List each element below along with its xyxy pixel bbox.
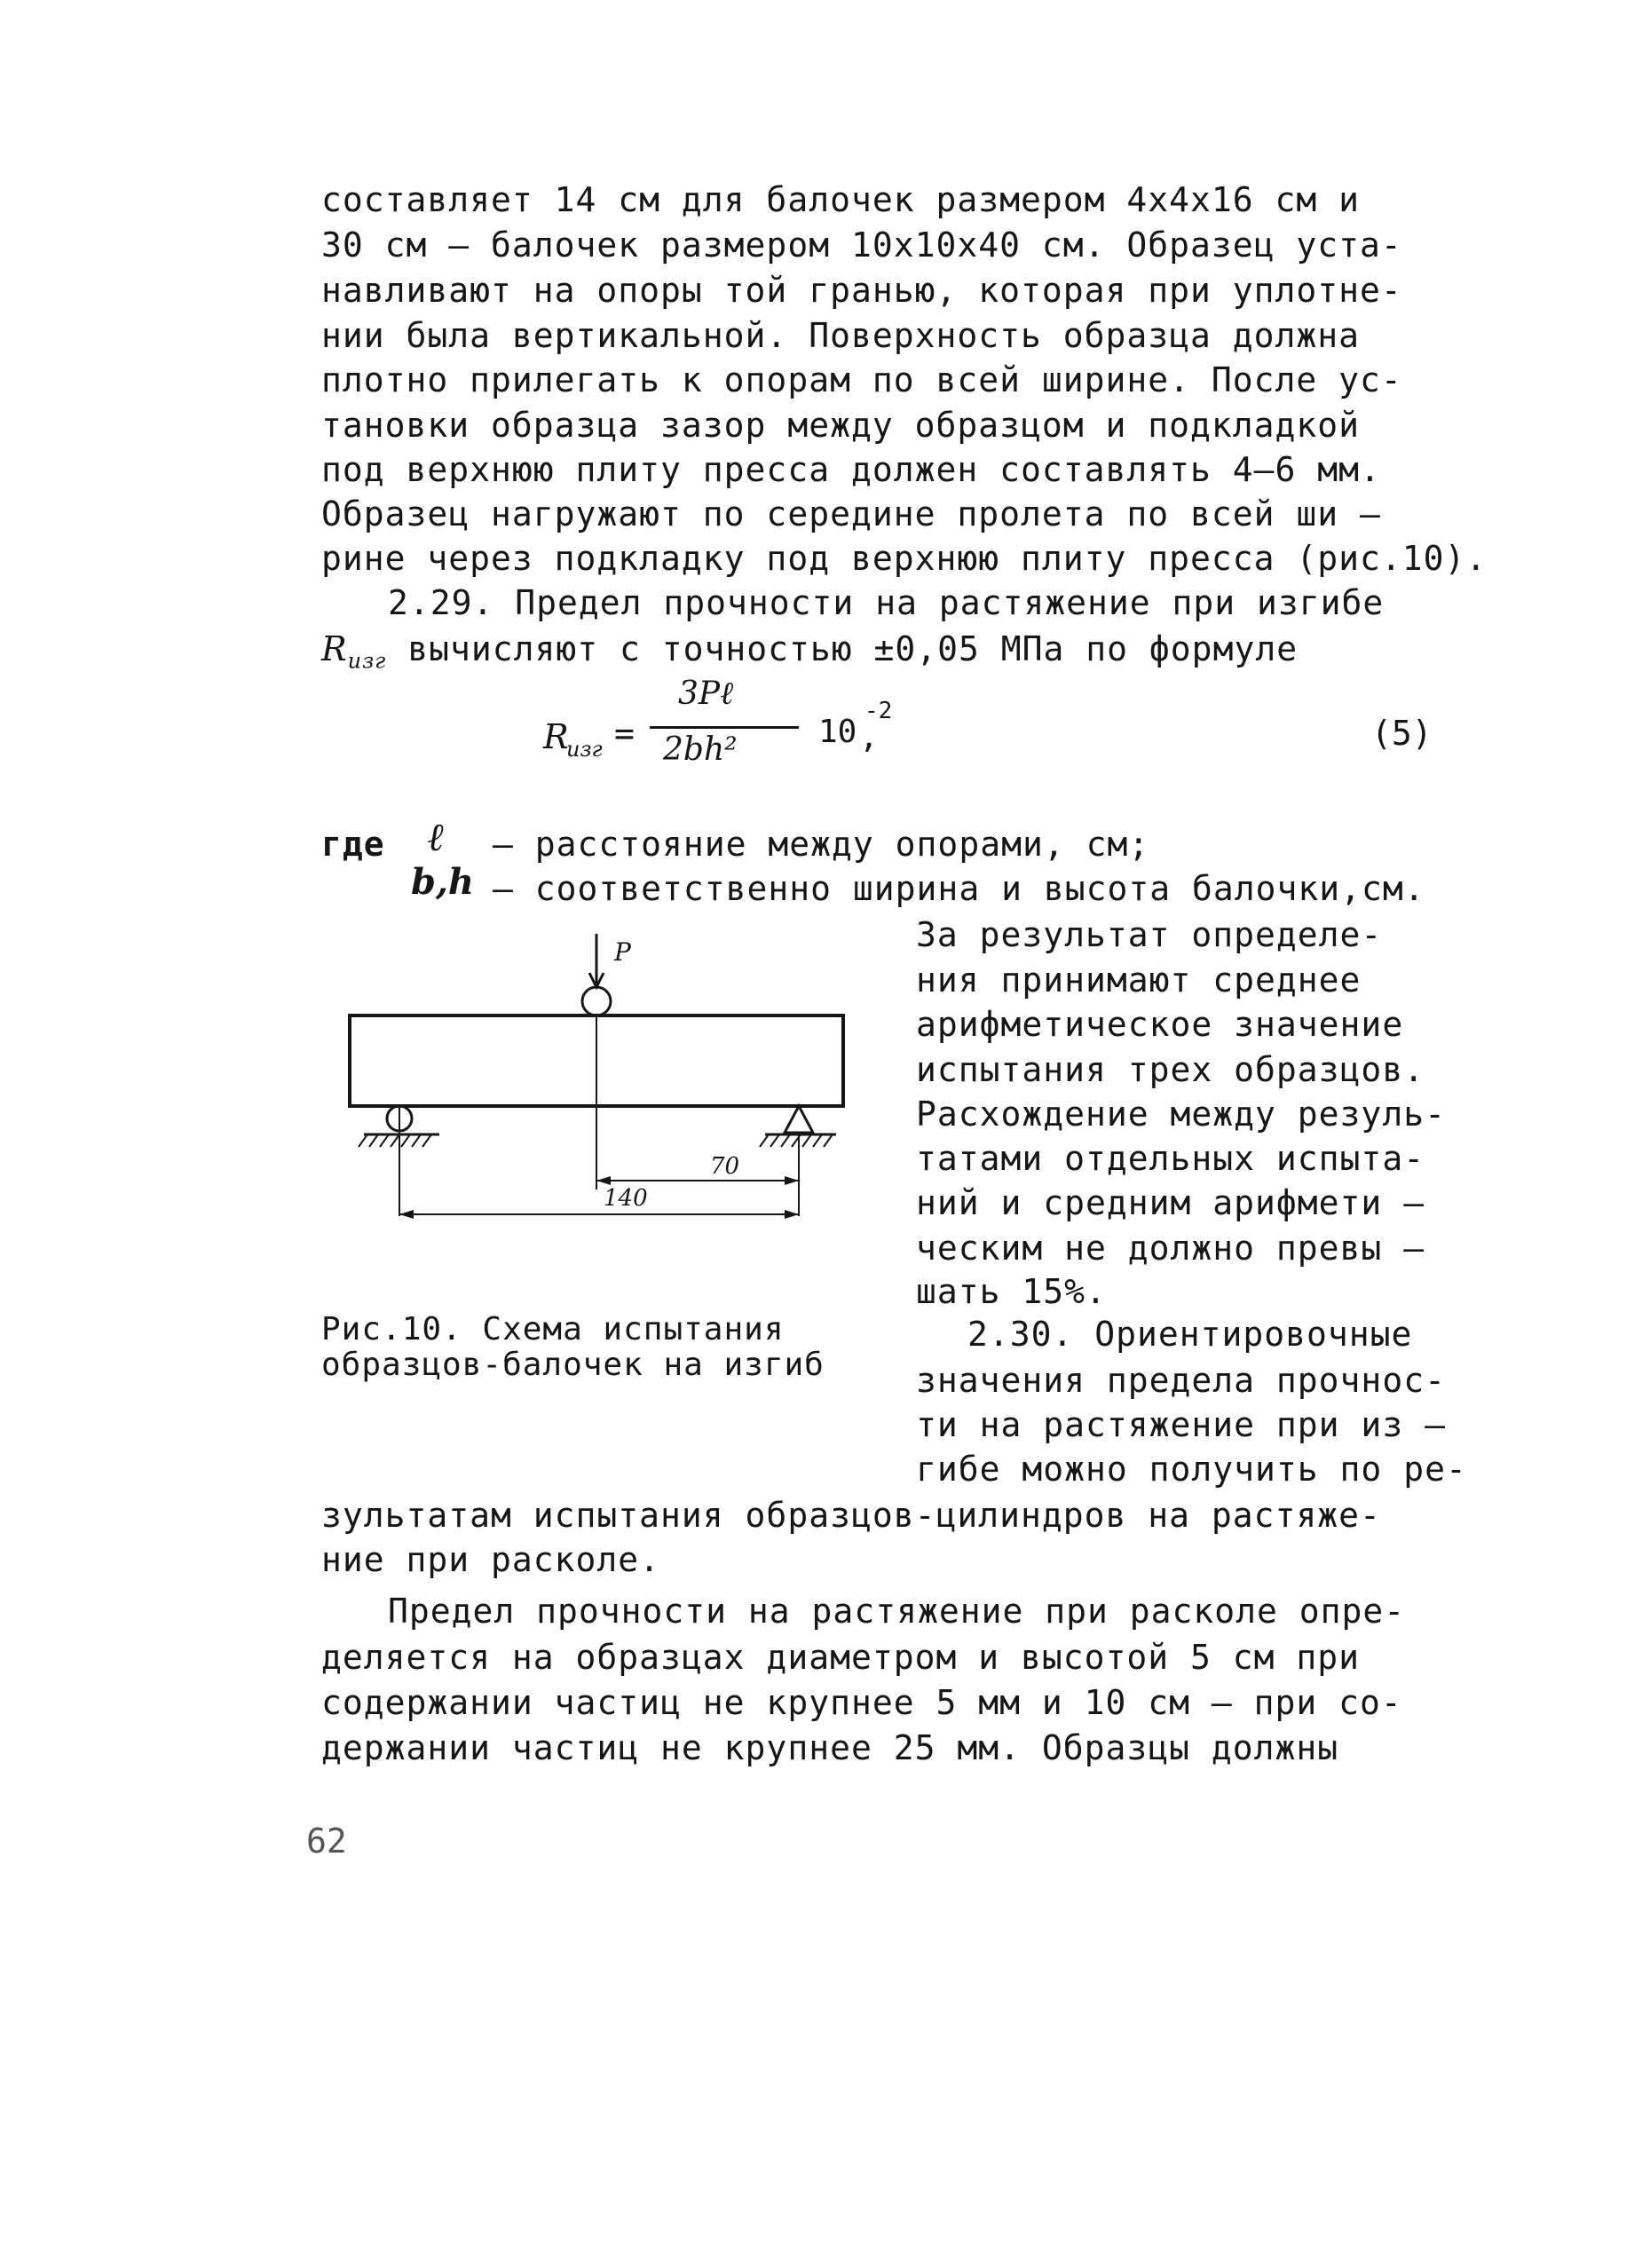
text-line: ческим не должно превы –	[916, 1229, 1425, 1268]
right-pin-support	[785, 1106, 813, 1133]
text-line: содержании частиц не крупнее 5 мм и 10 см – при со-	[321, 1683, 1402, 1722]
text-line: арифметическое значение	[916, 1005, 1404, 1044]
formula-lhs: R	[543, 717, 569, 756]
text-line: тановки образца зазор между образцом и подкладкой	[321, 406, 1361, 445]
text-line: Образец нагружают по середине пролета по всей ши –	[321, 494, 1381, 533]
text-line: 30 см – балочек размером 10х10х40 см. Образец уста-	[321, 225, 1402, 265]
text-line: значения предела прочнос-	[916, 1361, 1446, 1400]
subscript-izg: изг	[347, 648, 387, 674]
text-fragment: вычисляют с точностью ±0,05 МПа по формуле	[407, 629, 1299, 668]
page-number: 62	[306, 1822, 347, 1861]
section-2-30-heading: 2.30. Ориентировочные	[967, 1315, 1413, 1354]
text-line: ний и средним арифмети –	[916, 1183, 1425, 1222]
beam-bending-figure	[337, 923, 888, 1243]
text-line: под верхнюю плиту пресса должен составлять 4–6 мм.	[321, 450, 1381, 489]
figure-caption-line-1: Рис.10. Схема испытания	[321, 1311, 785, 1347]
text-line: нии была вертикальной. Поверхность образца должна	[321, 316, 1361, 355]
symbol-l: ℓ	[428, 815, 445, 860]
formula-factor: 10	[818, 714, 857, 750]
text-line: шать 15%.	[916, 1272, 1107, 1311]
text-line: За результат определе-	[916, 915, 1383, 954]
dimension-label-full: 140	[604, 1185, 648, 1212]
text-line: татами отдельных испыта-	[916, 1139, 1425, 1178]
left-support-hatching	[359, 1134, 431, 1147]
definition-bh: – соответственно ширина и высота балочки,см.	[493, 869, 1425, 908]
text-line: гибе можно получить по ре-	[916, 1450, 1467, 1489]
text-line: Предел прочности на растяжение при расколе опре-	[388, 1592, 1406, 1631]
formula-lhs-subscript: изг	[566, 737, 603, 762]
fraction-bar	[650, 726, 799, 729]
text-line: ние при расколе.	[321, 1540, 661, 1579]
text-line: рине через подкладку под верхнюю плиту пресса (рис.10).	[321, 539, 1488, 578]
formula-exponent: -2	[864, 698, 893, 724]
text-line: зультатам испытания образцов-цилиндров на растяже-	[321, 1496, 1381, 1535]
text-line: Расхождение между резуль-	[916, 1094, 1446, 1134]
formula-denominator: 2bh²	[663, 731, 738, 768]
text-line: плотно прилегать к опорам по всей ширине. После ус-	[321, 360, 1402, 399]
text-line: деляется на образцах диаметром и высотой 5 см при	[321, 1638, 1361, 1677]
text-line: ния принимают среднее	[916, 960, 1362, 1000]
definition-l: – расстояние между опорами, см;	[493, 825, 1150, 864]
section-2-29-heading: 2.29. Предел прочности на растяжение при изгибе	[388, 583, 1385, 622]
formula-equals: =	[614, 714, 635, 753]
dimension-label-half: 70	[710, 1153, 740, 1180]
symbol-bh: b,h	[411, 861, 474, 903]
text-line: держании частиц не крупнее 25 мм. Образцы должны	[321, 1728, 1339, 1767]
figure-caption-line-2: образцов-балочек на изгиб	[321, 1347, 825, 1383]
load-roller	[582, 987, 611, 1015]
formula-number: (5)	[1371, 714, 1433, 753]
formula-numerator: 3Pℓ	[678, 676, 734, 712]
formula-5	[543, 675, 916, 790]
text-line: навливают на опоры той гранью, которая при уплотне-	[321, 271, 1402, 310]
load-label: P	[614, 937, 631, 967]
formula-comma: ,	[859, 719, 879, 755]
symbol-r: R	[321, 629, 348, 668]
where-word: где	[321, 825, 385, 864]
text-line: испытания трех образцов.	[916, 1050, 1425, 1089]
text-line: ти на растяжение при из –	[916, 1405, 1446, 1444]
text-line: составляет 14 см для балочек размером 4х4х16 см и	[321, 180, 1361, 219]
right-support-hatching	[760, 1134, 833, 1147]
